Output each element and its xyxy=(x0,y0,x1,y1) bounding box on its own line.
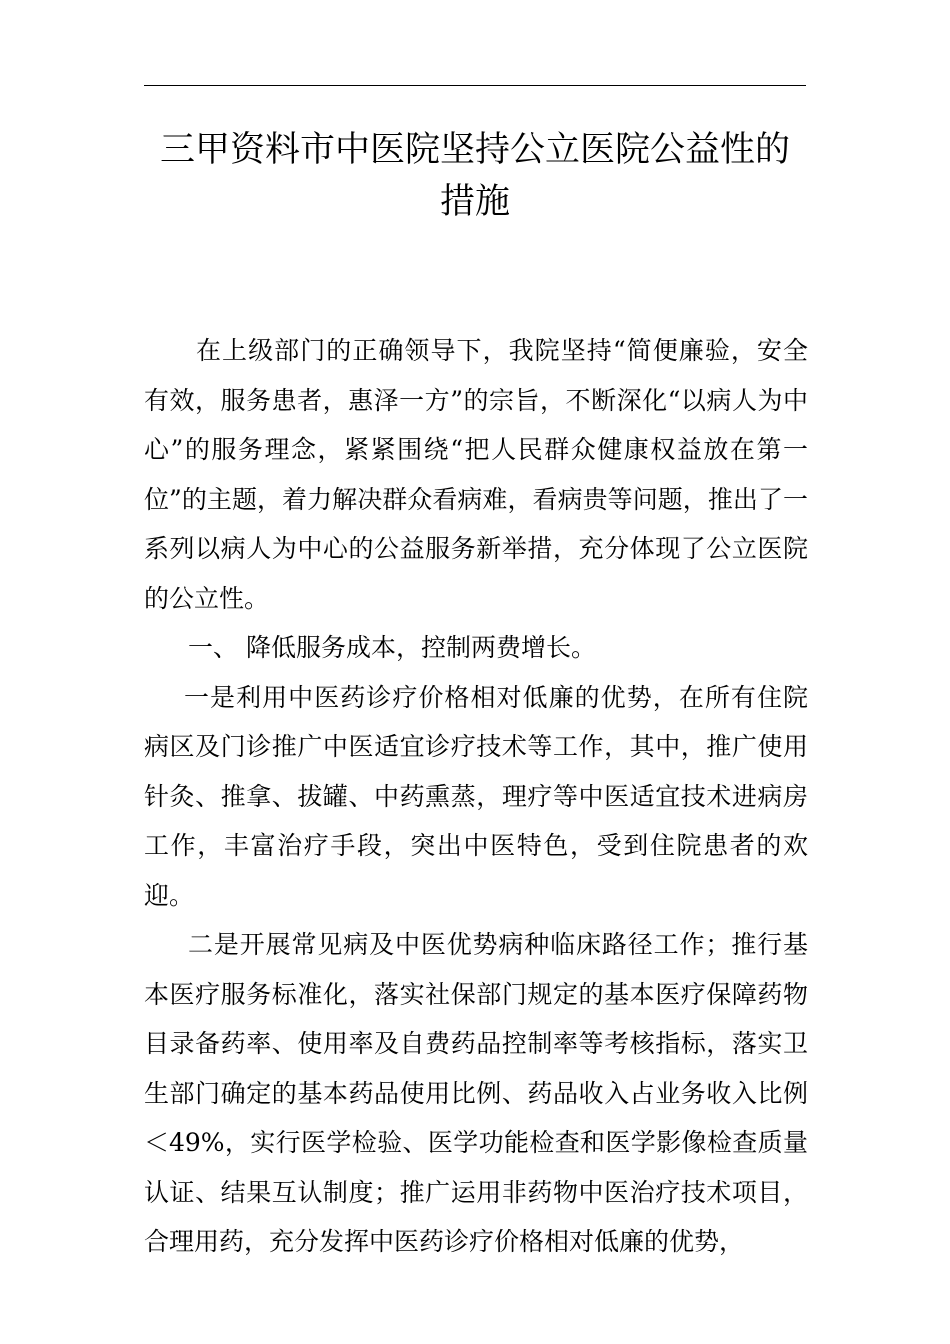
header-rule xyxy=(144,85,806,86)
intro-paragraph: 在上级部门的正确领导下，我院坚持“简便廉验，安全有效，服务患者，惠泽一方”的宗旨，不断深化“以病人为中心”的服务理念，紧紧围绕“把人民群众健康权益放在第一位”的主题，着力解决群众看病难，看病贵等问题，推出了一系列以病人为中心的公益服务新举措，充分体现了公立医院的公立性。 xyxy=(144,336,808,613)
measure-one-paragraph: 一是利用中医药诊疗价格相对低廉的优势，在所有住院病区及门诊推广中医适宜诊疗技术等工作，其中，推广使用针灸、推拿、拔罐、中药熏蒸，理疗等中医适宜技术进病房工作，丰富治疗手段，突出中医特色，受到住院患者的欢迎。 xyxy=(144,682,808,910)
title-line-1: 三甲资料市中医院坚持公立医院公益性的 xyxy=(159,130,790,170)
section-heading: 一、 降低服务成本，控制两费增长。 xyxy=(188,633,596,662)
measure-two-paragraph: 二是开展常见病及中医优势病种临床路径工作；推行基本医疗服务标准化，落实社保部门规定的基本医疗保障药物目录备药率、使用率及自费药品控制率等考核指标，落实卫生部门确定的基本药品使用比例、药品收入占业务收入比例＜49%，实行医学检验、医学功能检查和医学影像检查质量认证、结果互认制度；推广运用非药物中医治疗技术项目，合理用药，充分发挥中医药诊疗价格相对低廉的优势， xyxy=(144,930,808,1256)
document-body xyxy=(144,326,808,1267)
title-line-2: 措施 xyxy=(439,182,510,222)
document-title xyxy=(144,124,806,228)
